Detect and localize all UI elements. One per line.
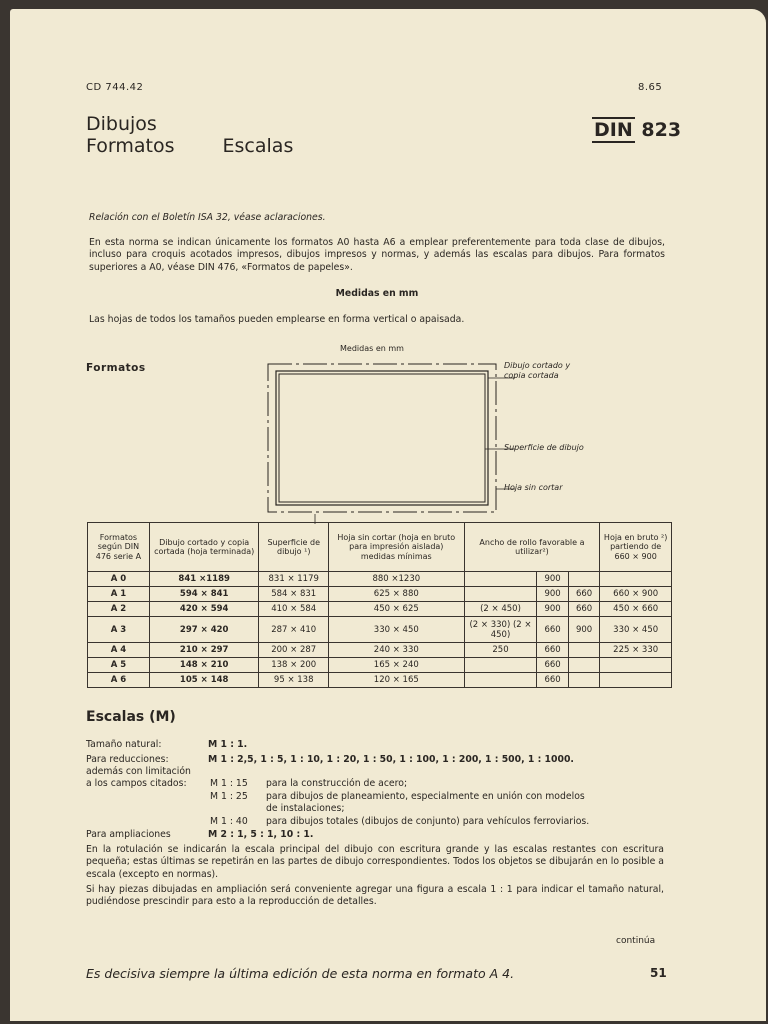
header-formats: Formatos según DIN 476 serie A bbox=[88, 523, 150, 572]
limit-text-2: para dibujos de planeamiento, especialmente en unión con modelos bbox=[266, 791, 585, 802]
document-title bbox=[86, 113, 293, 157]
label-cut-drawing: Dibujo cortado y copia cortada bbox=[504, 361, 571, 380]
table-row: A 0 841 ×1189 831 × 1179 880 ×1230 900 bbox=[88, 572, 672, 587]
din-number bbox=[592, 119, 681, 141]
header-cut: Dibujo cortado y copia cortada (hoja terminada) bbox=[149, 523, 259, 572]
header-roll: Ancho de rollo favorable a utilizar²) bbox=[464, 523, 600, 572]
relation-note: Relación con el Boletín ISA 32, véase aclaraciones. bbox=[89, 212, 326, 223]
table-header-row bbox=[88, 523, 672, 572]
reduction-label: Para reducciones: bbox=[86, 754, 169, 765]
din-prefix: DIN bbox=[594, 119, 633, 141]
page-number: 51 bbox=[650, 966, 667, 980]
table-row: A 1 594 × 841 584 × 831 625 × 880 900 660 660 × 900 bbox=[88, 587, 672, 602]
header-surface: Superficie de dibujo ¹) bbox=[259, 523, 328, 572]
din-value: 823 bbox=[641, 119, 682, 141]
label-drawing-surface: Superficie de dibujo bbox=[504, 443, 584, 452]
orientation-note: Las hojas de todos los tamaños pueden emplearse en forma vertical o apaisada. bbox=[89, 314, 465, 325]
formatos-label: Formatos bbox=[86, 362, 146, 374]
limit-label-1: además con limitación bbox=[86, 766, 191, 777]
natural-size-label: Tamaño natural: bbox=[86, 739, 162, 750]
limit-scale-1: M 1 : 15 bbox=[210, 778, 248, 789]
header-uncut: Hoja sin cortar (hoja en bruto para impresión aislada) medidas mínimas bbox=[328, 523, 464, 572]
document-code: CD 744.42 bbox=[86, 82, 144, 93]
document-date: 8.65 bbox=[638, 82, 663, 93]
limit-text-3: para dibujos totales (dibujos de conjunto) para vehículos ferroviarios. bbox=[266, 816, 590, 827]
header-raw: Hoja en bruto ²) partiendo de 660 × 900 bbox=[600, 523, 672, 572]
diagram-measures-label: Medidas en mm bbox=[340, 344, 404, 353]
continue-note: continúa bbox=[616, 936, 656, 946]
title-line-2 bbox=[86, 135, 293, 157]
scales-title: Escalas (M) bbox=[86, 709, 176, 725]
title-escalas: Escalas bbox=[222, 135, 294, 157]
limit-text-1: para la construcción de acero; bbox=[266, 778, 408, 789]
table-row: A 4 210 × 297 200 × 287 240 × 330 250 660 225 × 330 bbox=[88, 643, 672, 658]
reduction-values: M 1 : 2,5, 1 : 5, 1 : 10, 1 : 20, 1 : 50, 1 : 100, 1 : 200, 1 : 500, 1 : 1000. bbox=[208, 754, 574, 765]
label-uncut-sheet: Hoja sin cortar bbox=[504, 483, 563, 492]
table-row: A 2 420 × 594 410 × 584 450 × 625 (2 × 450) 900 660 450 × 660 bbox=[88, 602, 672, 617]
limit-scale-2: M 1 : 25 bbox=[210, 791, 248, 802]
document-page bbox=[10, 9, 766, 1021]
title-formatos: Formatos bbox=[86, 135, 175, 157]
enlargement-label: Para ampliaciones bbox=[86, 829, 171, 840]
limit-scale-3: M 1 : 40 bbox=[210, 816, 248, 827]
table-row: A 5 148 × 210 138 × 200 165 × 240 660 bbox=[88, 658, 672, 673]
enlargement-values: M 2 : 1, 5 : 1, 10 : 1. bbox=[208, 829, 314, 840]
formats-table bbox=[87, 522, 672, 688]
table-row: A 6 105 × 148 95 × 138 120 × 165 660 bbox=[88, 673, 672, 688]
scales-paragraph-2: Si hay piezas dibujadas en ampliación será conveniente agregar una figura a escala 1 : 1 para indicar el tamaño natural, pudiéndose prescindir para esto a la reproducción de detalles. bbox=[86, 884, 664, 908]
intro-paragraph: En esta norma se indican únicamente los formatos A0 hasta A6 a emplear preferentemente para toda clase de dibujos, incluso para croquis acotados impresos, dibujos impresos y normas, y además las escalas para dibujos. Para formatos superiores a A0, véase DIN 476, «Formatos de papeles». bbox=[89, 237, 665, 273]
table-row: A 3 297 × 420 287 × 410 330 × 450 (2 × 330) (2 × 450) 660 900 330 × 450 bbox=[88, 617, 672, 643]
title-line-1: Dibujos bbox=[86, 113, 157, 135]
limit-label-2: a los campos citados: bbox=[86, 778, 187, 789]
measures-heading: Medidas en mm bbox=[335, 288, 419, 299]
footer-note: Es decisiva siempre la última edición de esta norma en formato A 4. bbox=[86, 966, 515, 981]
natural-size-value: M 1 : 1. bbox=[208, 739, 248, 750]
scales-paragraph-1: En la rotulación se indicarán la escala principal del dibujo con escritura grande y las escalas restantes con escritura pequeña; estas últimas se repetirán en las partes de dibujo correspondientes. Todos los objetos se dibujarán en lo posible a escala (excepto en normas). bbox=[86, 844, 664, 880]
limit-text-2b: de instalaciones; bbox=[266, 803, 345, 814]
